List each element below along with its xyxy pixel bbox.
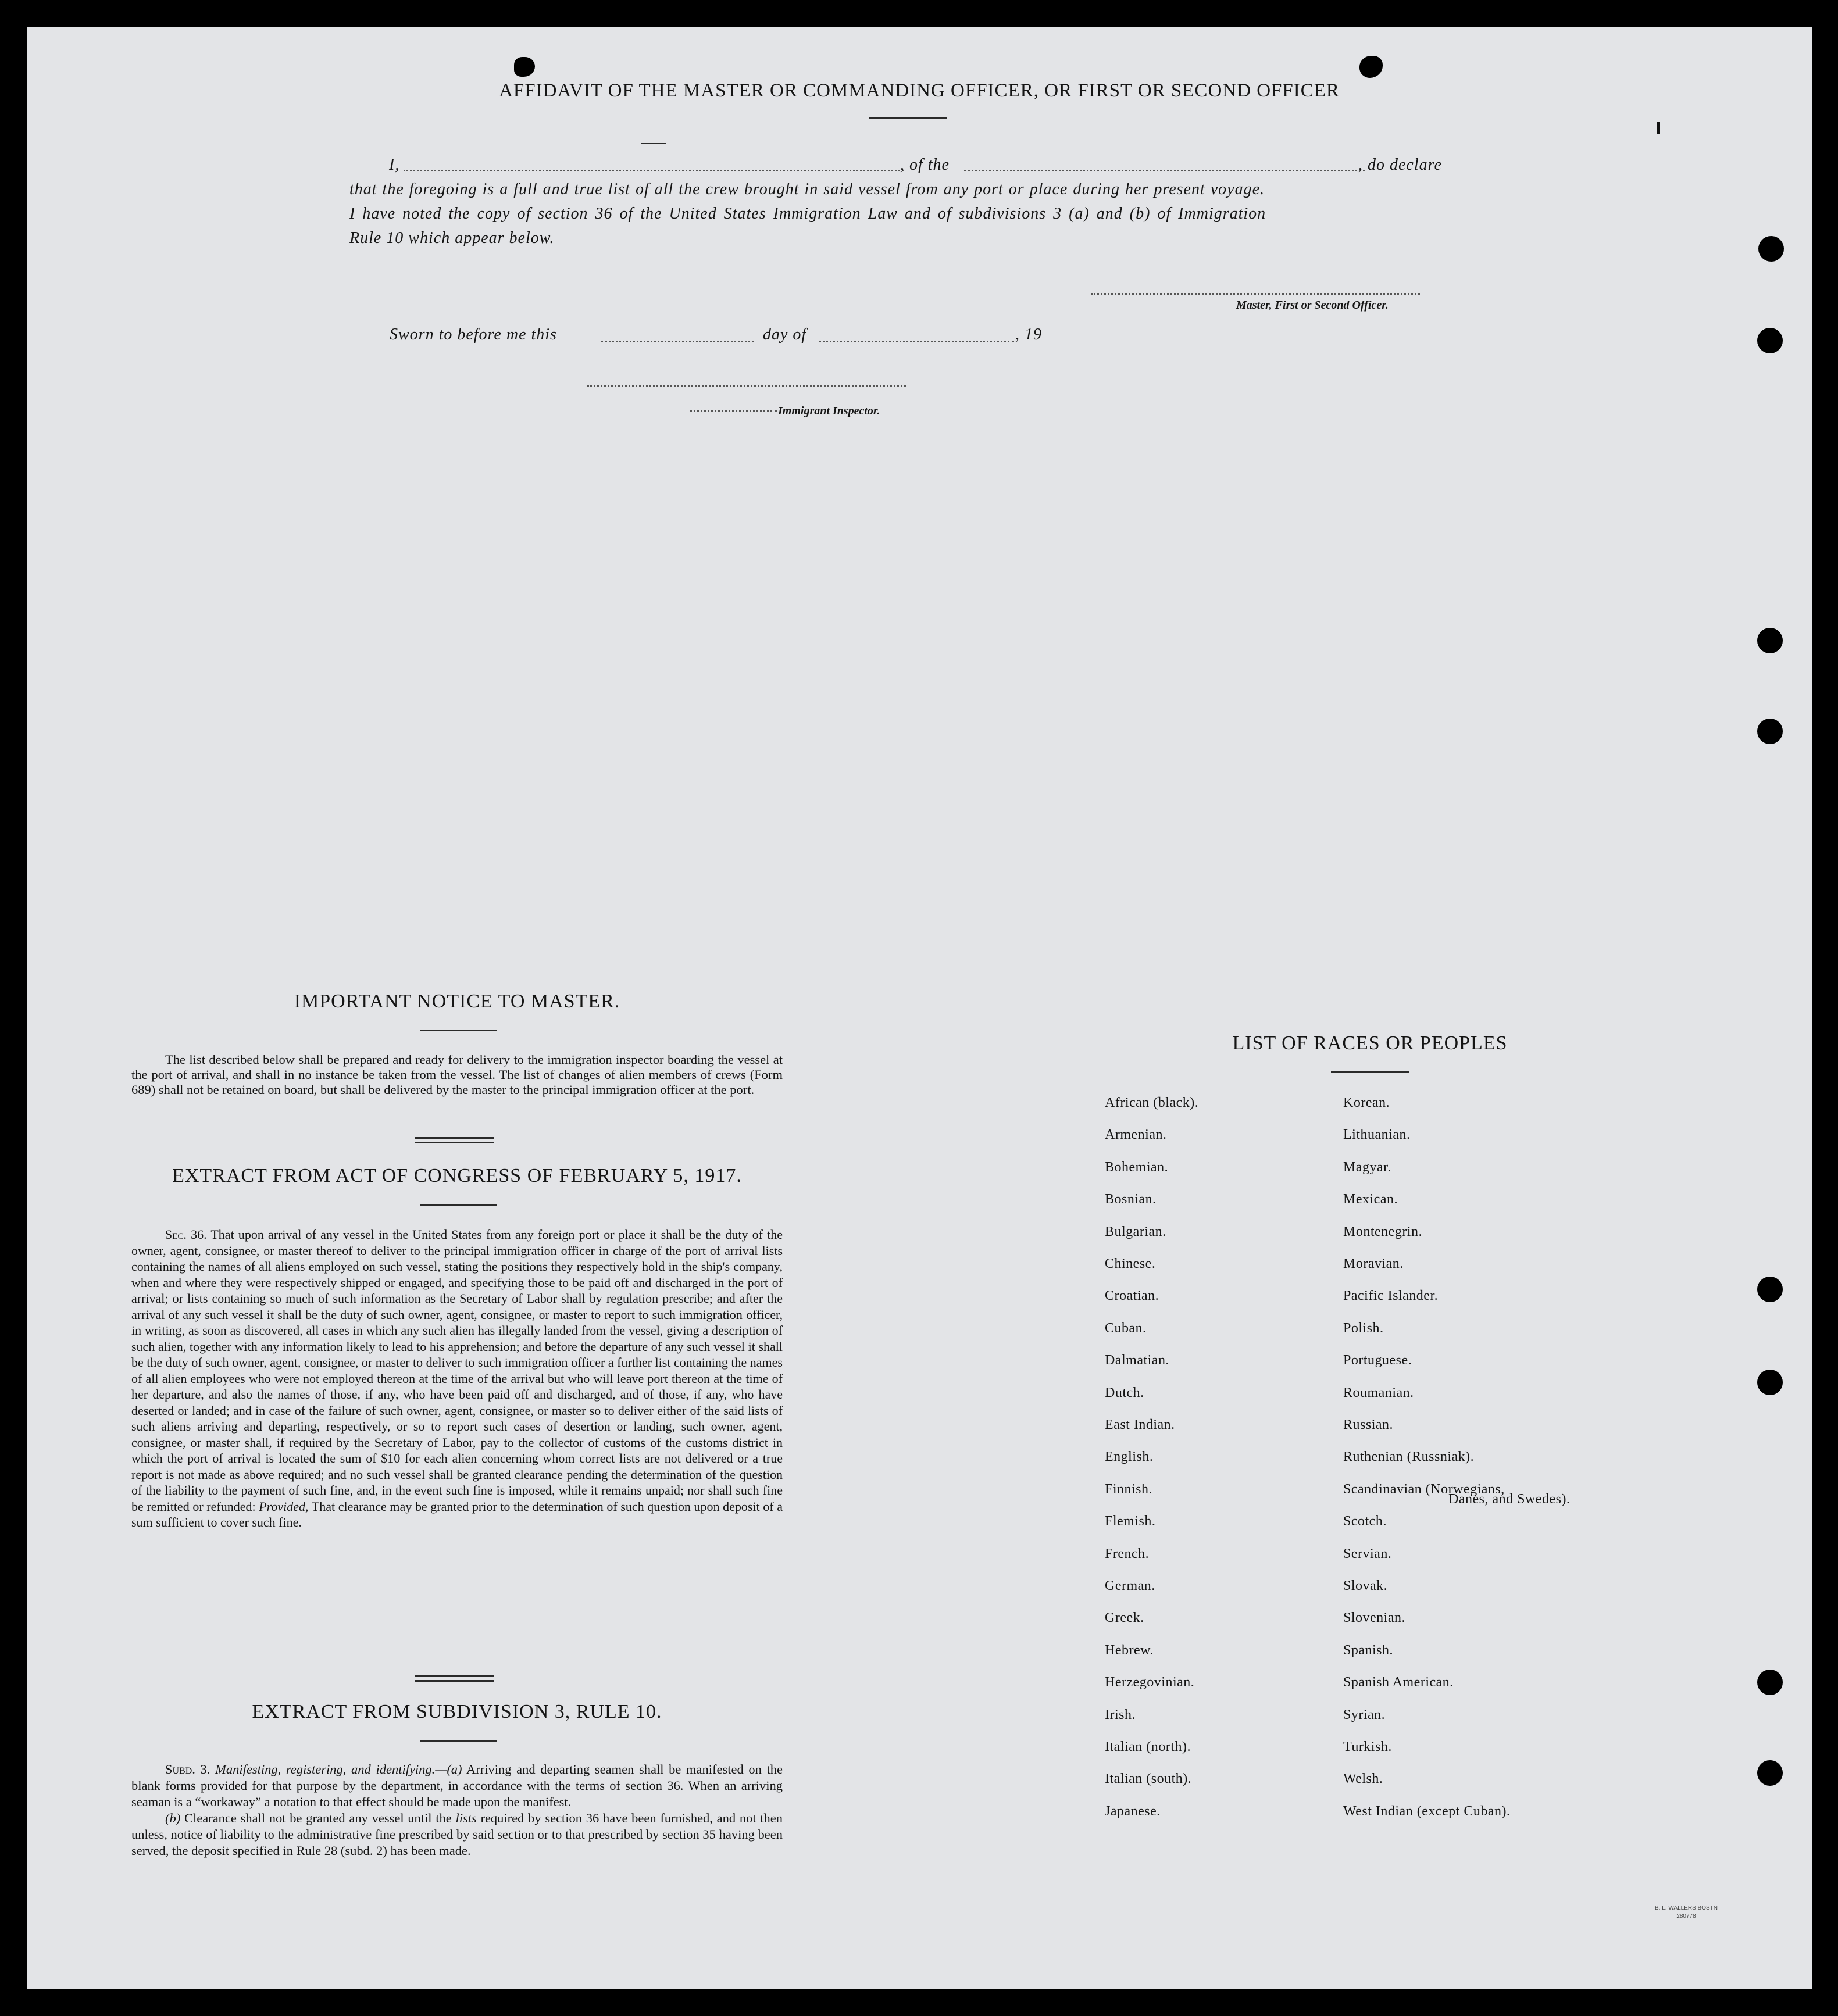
race-item: Bosnian. xyxy=(1105,1192,1157,1207)
race-item: Hebrew. xyxy=(1105,1642,1154,1658)
race-item: African (black). xyxy=(1105,1095,1199,1110)
race-item: Italian (south). xyxy=(1105,1771,1192,1787)
sworn-year: , 19 xyxy=(1015,326,1042,344)
master-signature-blank[interactable] xyxy=(1091,293,1420,295)
part-b-text-2: required by section 36 have been furnished, and not then unless, notice of liability to the administrative fine prescribed by said section or to that prescribed by section 35 having been served, the deposit specified in Rule 28 (subd. 2) has been made. xyxy=(131,1811,783,1858)
race-item: Croatian. xyxy=(1105,1288,1159,1304)
race-item: Russian. xyxy=(1343,1417,1394,1432)
race-item: French. xyxy=(1105,1546,1150,1561)
race-item: Herzegovinian. xyxy=(1105,1675,1195,1690)
race-item: Chinese. xyxy=(1105,1256,1156,1271)
race-item: Spanish American. xyxy=(1343,1675,1454,1690)
race-item: Roumanian. xyxy=(1343,1385,1414,1400)
race-item: Turkish. xyxy=(1343,1739,1392,1754)
race-item: Ruthenian (Russniak). xyxy=(1343,1449,1475,1465)
race-item: Moravian. xyxy=(1343,1256,1404,1271)
inspector-label: Immigrant Inspector. xyxy=(778,405,880,417)
race-item: Syrian. xyxy=(1343,1707,1386,1722)
race-item: Slovak. xyxy=(1343,1578,1388,1593)
subd-heading: Manifesting, registering, and identifying. xyxy=(215,1762,436,1776)
affidavit-do-declare: , do declare xyxy=(1358,156,1442,174)
race-item: Scandinavian (Norwegians, xyxy=(1343,1481,1505,1497)
act-text xyxy=(131,1227,783,1531)
race-item: Spanish. xyxy=(1343,1642,1394,1658)
race-item: Servian. xyxy=(1343,1546,1392,1561)
sworn-month-blank[interactable] xyxy=(819,341,1014,342)
part-b-lists: lists xyxy=(455,1811,477,1825)
race-item: East Indian. xyxy=(1105,1417,1175,1432)
race-item: Portuguese. xyxy=(1343,1353,1412,1368)
race-item: Dalmatian. xyxy=(1105,1353,1169,1368)
race-item: West Indian (except Cuban). xyxy=(1343,1803,1511,1819)
sworn-day-of: day of xyxy=(763,326,807,344)
master-signature-label: Master, First or Second Officer. xyxy=(1236,299,1389,312)
race-item: Pacific Islander. xyxy=(1343,1288,1439,1304)
double-divider xyxy=(415,1680,494,1682)
subd-b xyxy=(131,1810,783,1859)
name-blank[interactable] xyxy=(404,170,904,171)
divider xyxy=(420,1204,497,1206)
race-item: English. xyxy=(1105,1449,1154,1465)
affidavit-line: that the foregoing is a full and true list of all the crew brought in said vessel from any port or place during her present voyage. xyxy=(349,180,1265,198)
divider xyxy=(641,143,666,144)
inspector-signature-blank[interactable] xyxy=(587,385,906,387)
divider xyxy=(420,1740,497,1742)
ink-mark xyxy=(1657,122,1660,134)
race-item: Montenegrin. xyxy=(1343,1224,1422,1239)
divider xyxy=(1331,1071,1409,1073)
subd-a xyxy=(131,1761,783,1810)
notice-paragraph: The list described below shall be prepared and ready for delivery to the immigration inspector boarding the vessel at the port of arrival, and shall in no instance be taken from the vessel. The list of changes of alien members of crews (Form 689) shall not be retained on board, but shall be delivered by the master to the principal immigration officer at the port. xyxy=(131,1052,783,1097)
binder-hole xyxy=(1757,1760,1783,1786)
race-item: Japanese. xyxy=(1105,1803,1161,1819)
race-item: Bulgarian. xyxy=(1105,1224,1166,1239)
subd-label: Subd. 3. xyxy=(165,1762,210,1776)
binder-hole xyxy=(1757,628,1783,653)
affidavit-line: Rule 10 which appear below. xyxy=(349,229,555,247)
race-item: Italian (north). xyxy=(1105,1739,1191,1754)
race-item: Cuban. xyxy=(1105,1320,1147,1336)
act-paragraph: That upon arrival of any vessel in the United States from any foreign port or place it shall be the duty of the owner, agent, consignee, or master thereof to deliver to the principal immigration officer in charge of the port of arrival lists containing the names of all aliens employed on such vessel, stating the positions they respectively hold in the ship's company, when and where they were respectively shipped or engaged, and specifying those to be paid off and discharged in the port of arrival; or lists containing so much of such information as the Secretary of Labor shall by regulation prescribe; and after the arrival of any such vessel it shall be the duty of such owner, agent, consignee, or master to report to such immigration officer, in writing, as soon as discovered, all cases in which any such alien has illegally landed from the vessel, giving a description of such alien, together with any information likely to lead to his apprehension; and before the departure of any such vessel it shall be the duty of such owner, agent, consignee, or master to deliver to such immigration officer a further list containing the names of all alien employees who were not employed thereon at the time of the arrival but who will leave port thereon at the time of her departure, and also the names of those, if any, who have been paid off and discharged, and of those, if any, who have deserted or landed; and in case of the failure of such owner, agent, consignee, or master so to deliver either of the said lists of such aliens arriving and departing, respectively, or so to report such cases of desertion or landing, such owner, agent, consignee, or master shall, if required by the Secretary of Labor, pay to the collector of customs of the customs district in which the port of arrival is located the sum of $10 for each alien concerning whom correct lists are not delivered or a true report is not made as above required; and no such vessel shall be granted clearance pending the determination of the question of the liability to the payment of such fine, and, in the event such fine is imposed, while it remains unpaid; nor shall such fine be remitted or refunded: xyxy=(131,1227,783,1514)
race-item: Lithuanian. xyxy=(1343,1127,1411,1143)
affidavit-of-the: , of the xyxy=(900,156,950,174)
ink-blot xyxy=(1359,56,1383,78)
act-title: EXTRACT FROM ACT OF CONGRESS OF FEBRUARY 5, 1917. xyxy=(172,1165,742,1186)
ink-blot xyxy=(514,57,535,77)
act-paragraph-end: That clearance may be granted prior to the determination of such question upon deposit of a sum sufficient to cover such fine. xyxy=(131,1499,783,1529)
races-title: LIST OF RACES OR PEOPLES xyxy=(1232,1032,1508,1054)
race-item: Flemish. xyxy=(1105,1514,1156,1529)
imprint-line: B. L. WALLERS BOSTN xyxy=(1655,1905,1718,1911)
race-item: Polish. xyxy=(1343,1320,1384,1336)
notice-text xyxy=(131,1052,783,1098)
divider xyxy=(420,1030,497,1031)
section-label: Sec. 36. xyxy=(165,1227,207,1242)
binder-hole xyxy=(1757,328,1783,353)
rule-text xyxy=(131,1761,783,1859)
rule-title: EXTRACT FROM SUBDIVISION 3, RULE 10. xyxy=(252,1701,662,1722)
affidavit-title: AFFIDAVIT OF THE MASTER OR COMMANDING OFFICER, OR FIRST OR SECOND OFFICER xyxy=(499,80,1340,101)
double-divider xyxy=(415,1137,494,1139)
imprint-line: 280778 xyxy=(1676,1913,1696,1920)
part-a-text: Arriving and departing seamen shall be manifested on the blank forms provided for that purpose by the department, in accordance with the terms of section 36. When an arriving seaman is a “workaway” a notation to that effect should be made upon the manifest. xyxy=(131,1762,783,1809)
race-item: German. xyxy=(1105,1578,1155,1593)
race-item: Welsh. xyxy=(1343,1771,1383,1787)
binder-hole xyxy=(1757,1670,1783,1695)
part-a-label: —(a) xyxy=(435,1762,462,1776)
race-item: Slovenian. xyxy=(1343,1610,1405,1626)
race-item: Irish. xyxy=(1105,1707,1136,1722)
double-divider xyxy=(415,1142,494,1143)
race-item: Korean. xyxy=(1343,1095,1390,1110)
vessel-blank[interactable] xyxy=(964,170,1365,171)
binder-hole xyxy=(1757,1370,1783,1395)
part-b-text-1: Clearance shall not be granted any vessel until the xyxy=(184,1811,452,1825)
race-item: Bohemian. xyxy=(1105,1159,1169,1175)
affidavit-line: I have noted the copy of section 36 of the United States Immigration Law and of subdivisions 3 (a) and (b) of Immigration xyxy=(349,205,1266,223)
binder-hole xyxy=(1758,236,1784,262)
race-item: Greek. xyxy=(1105,1610,1144,1626)
sworn-day-blank[interactable] xyxy=(601,341,754,342)
race-item: Magyar. xyxy=(1343,1159,1391,1175)
binder-hole xyxy=(1757,719,1783,744)
race-item: Scotch. xyxy=(1343,1514,1387,1529)
inspector-prefix-blank[interactable] xyxy=(690,410,777,412)
race-item: Mexican. xyxy=(1343,1192,1398,1207)
race-item: Finnish. xyxy=(1105,1481,1153,1497)
race-item: Armenian. xyxy=(1105,1127,1167,1143)
binder-hole xyxy=(1757,1277,1783,1302)
document-page xyxy=(27,27,1812,1989)
affidavit-i: I, xyxy=(389,156,400,174)
double-divider xyxy=(415,1675,494,1677)
divider xyxy=(869,117,947,119)
sworn-prefix: Sworn to before me this xyxy=(390,326,557,344)
provided-label: Provided, xyxy=(259,1499,309,1514)
printer-imprint xyxy=(1655,1904,1718,1921)
race-item-continuation: Danes, and Swedes). xyxy=(1448,1492,1571,1507)
notice-title: IMPORTANT NOTICE TO MASTER. xyxy=(294,991,620,1012)
race-item: Dutch. xyxy=(1105,1385,1144,1400)
part-b-label: (b) xyxy=(165,1811,181,1825)
